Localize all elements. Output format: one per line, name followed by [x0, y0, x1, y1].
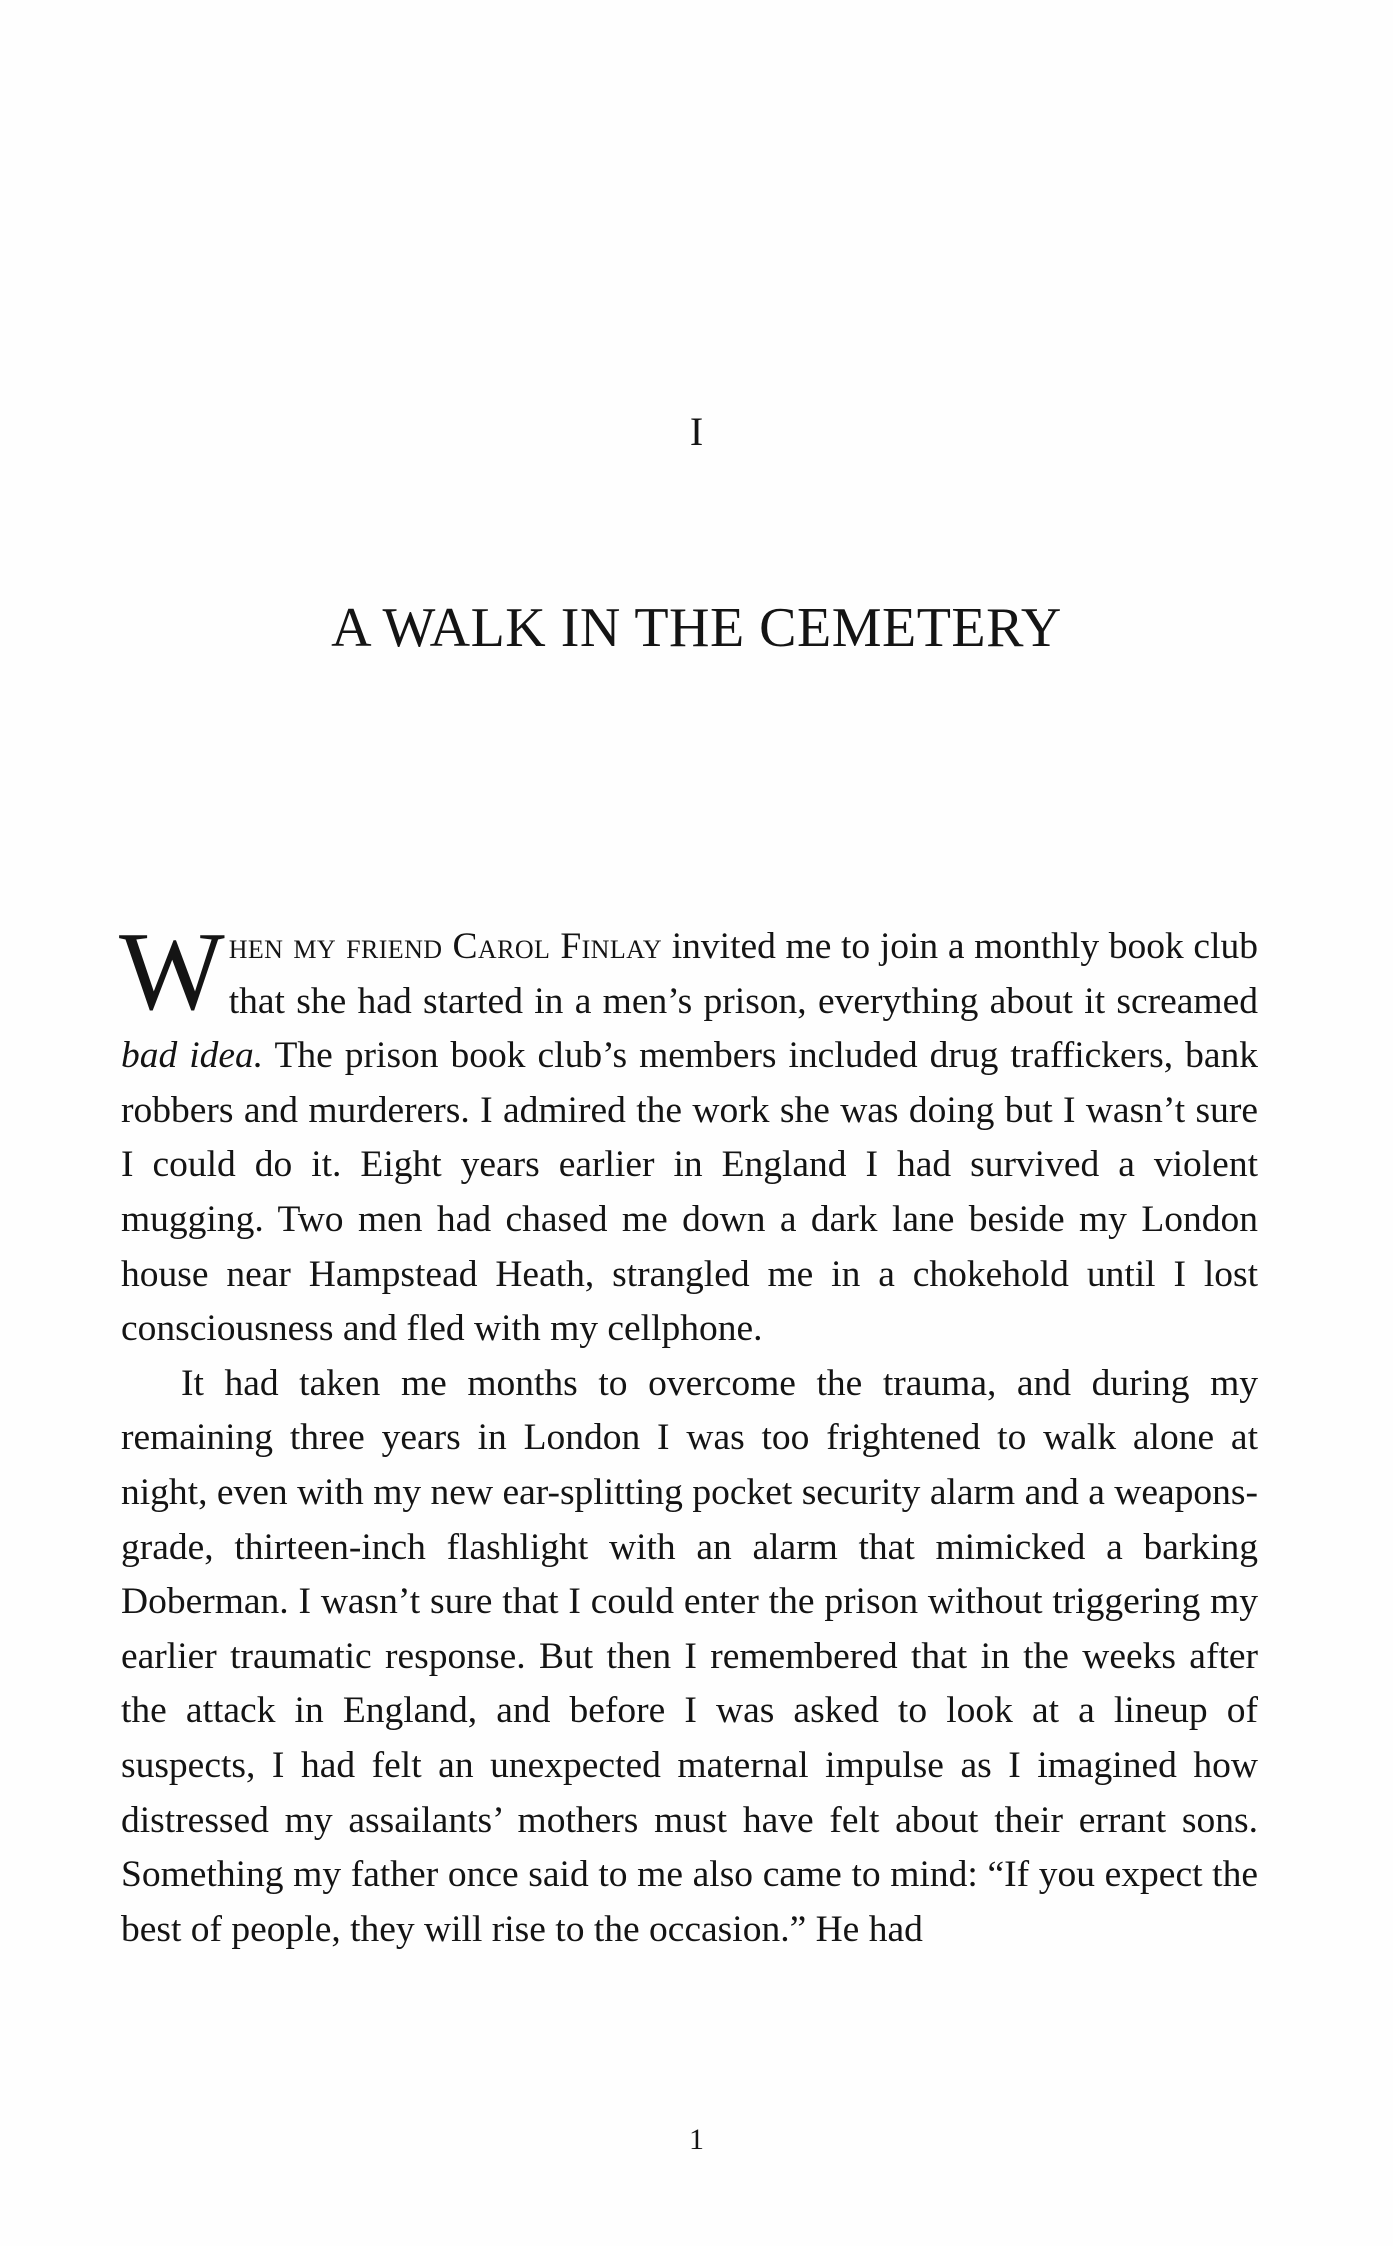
paragraph-2: It had taken me months to overcome the trauma, and during my remaining three years in London I was too frightened to walk alone at night, even with my new ear-splitting pocket security alarm and a weapons-grade, thirteen-inch flashlight with an alarm that mimicked a barking Doberman. I wasn’t sure that I could enter the prison without triggering my earlier traumatic response. But then I remembered that in the weeks after the attack in England, and before I was asked to look at a lineup of suspects, I had felt an unexpected maternal impulse as I imagined how distressed my assailants’ mothers must have felt about their errant sons. Something my father once said to me also came to mind: “If you expect the best of people, they will rise to the occasion.” He had: [121, 1362, 1258, 1950]
drop-cap: W: [119, 910, 225, 1034]
page-number: 1: [689, 2123, 704, 2156]
paragraph-1: [119, 910, 1258, 1357]
body-text: [119, 910, 1258, 1957]
chapter-number: I: [689, 409, 704, 454]
paragraph-1-text-a: invited me to join a monthly book club that she had started in a men’s prison, everything about it screamed: [228, 926, 1258, 1022]
opening-small-caps: hen my friend Carol Finlay: [228, 926, 663, 967]
chapter-title: A WALK IN THE CEMETERY: [331, 597, 1062, 659]
paragraph-1-text-b: The prison book club’s members included drug traffickers, bank robbers and murderers. I admired the work she was doing but I wasn’t sure I could do it. Eight years earlier in England I had survived a violent mugging. Two men had chased me down a dark lane beside my London house near Hampstead Heath, strangled me in a chokehold until I lost consciousness and fled with my cellphone.: [121, 1035, 1258, 1350]
italic-phrase: bad idea.: [121, 1035, 264, 1077]
